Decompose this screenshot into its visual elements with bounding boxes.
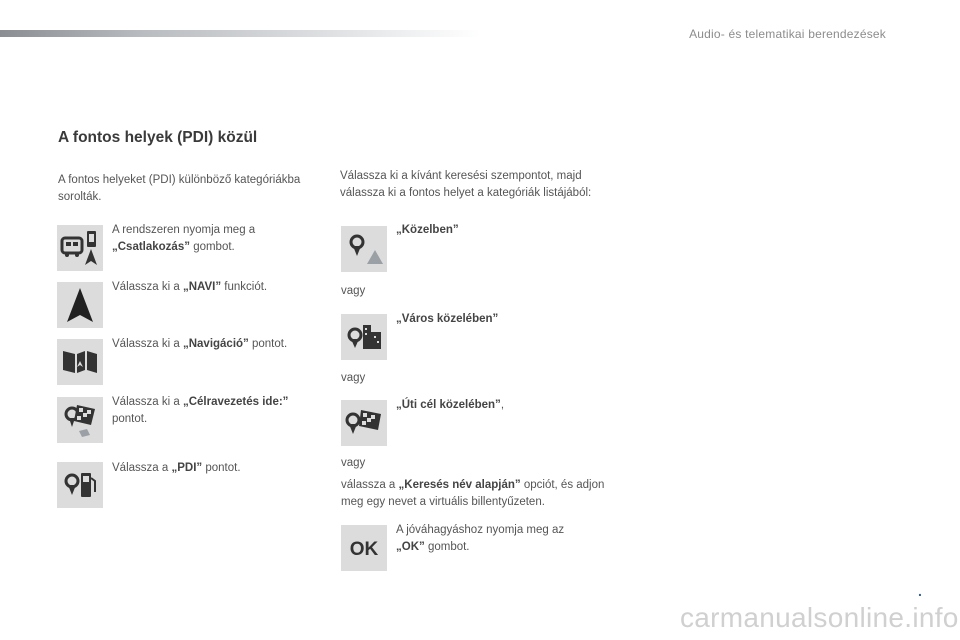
- nearby-icon: [341, 226, 387, 272]
- or-text-3: vagy: [341, 457, 366, 469]
- or-text-1: vagy: [341, 285, 366, 297]
- step-destination-text: Válassza ki a „Célravezetés ide:” pontot.: [112, 396, 289, 425]
- or-text-2: vagy: [341, 372, 366, 384]
- search-by-name-text: válassza a „Keresés név alapján” opciót, és adjon meg egy nevet a virtuális billentyűzeten.: [341, 479, 605, 508]
- option-nearby: „Közelben”: [396, 224, 459, 236]
- connect-icon: [57, 225, 103, 271]
- header-bar: [0, 30, 480, 37]
- step-navi-text: Válassza ki a „NAVI” funkciót.: [112, 281, 268, 293]
- ok-button-icon: [341, 525, 387, 571]
- page-title: A fontos helyek (PDI) közül: [58, 129, 258, 146]
- left-intro: A fontos helyeket (PDI) különböző kategóriákba sorolták.: [58, 174, 301, 203]
- city-icon: [341, 314, 387, 360]
- option-route-destination: „Úti cél közelében”,: [396, 399, 505, 411]
- ok-text: A jóváhagyáshoz nyomja meg az „OK” gombot.: [396, 524, 565, 553]
- right-intro: Válassza ki a kívánt keresési szempontot, majd válassza ki a fontos helyet a kategóriák listájából:: [340, 170, 592, 199]
- footer-watermark: carmanualsonline.info: [680, 602, 959, 633]
- step-poi-text: Válassza a „PDI” pontot.: [112, 462, 241, 474]
- step-connect-text: A rendszeren nyomja meg a „Csatlakozás” gombot.: [112, 224, 256, 253]
- navi-icon: [57, 282, 103, 328]
- section-header: Audio- és telematikai berendezések: [689, 27, 886, 41]
- route-destination-icon: [341, 400, 387, 446]
- navigation-icon: [57, 339, 103, 385]
- ok-icon-label: OK: [349, 539, 379, 560]
- option-city: „Város közelében”: [396, 313, 499, 325]
- poi-pump-icon: [57, 462, 103, 508]
- step-navigation-text: Válassza ki a „Navigáció” pontot.: [112, 338, 288, 350]
- page-number-marker: .: [918, 583, 922, 599]
- destination-flag-icon: [57, 397, 103, 443]
